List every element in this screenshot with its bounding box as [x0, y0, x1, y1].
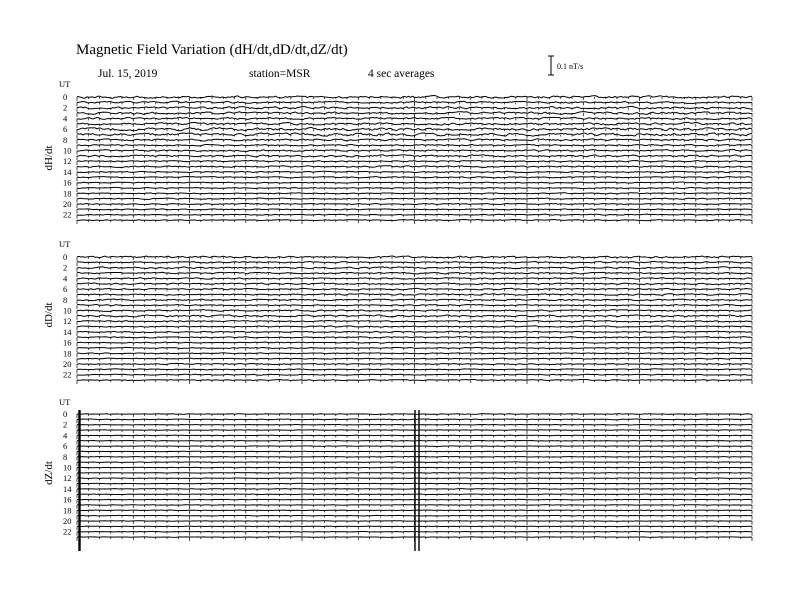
hour-label: 0 [63, 409, 68, 419]
hour-label: 20 [63, 359, 72, 369]
hour-label: 12 [63, 316, 72, 327]
hour-label: 8 [63, 134, 68, 145]
hour-label: 6 [63, 124, 68, 135]
hour-label: 6 [63, 441, 68, 452]
hour-label: 4 [63, 430, 68, 441]
hour-label: 22 [63, 209, 72, 220]
hour-label: 22 [63, 526, 72, 537]
hour-label: 16 [63, 337, 72, 348]
ut-label: UT [59, 397, 71, 407]
hour-label: 20 [63, 199, 72, 209]
ut-label: UT [59, 79, 71, 89]
hour-label: 10 [63, 462, 72, 473]
hour-label: 18 [63, 505, 72, 516]
hour-label: 0 [63, 252, 68, 262]
hour-label: 10 [63, 145, 72, 156]
hour-label: 18 [63, 348, 72, 359]
hour-label: 16 [63, 177, 72, 188]
panel-dH-dt [43, 79, 752, 224]
hour-label: 8 [63, 451, 68, 462]
chart-title: Magnetic Field Variation (dH/dt,dD/dt,dZ/dt) [76, 42, 348, 58]
hour-label: 2 [63, 262, 68, 273]
hour-label: 8 [63, 294, 68, 305]
hour-label: 6 [63, 284, 68, 295]
hour-label: 12 [63, 156, 72, 167]
hour-label: 12 [63, 473, 72, 484]
hour-label: 2 [63, 419, 68, 430]
hour-label: 4 [63, 273, 68, 284]
averaging-label: 4 sec averages [368, 68, 435, 80]
hour-label: 0 [63, 92, 68, 102]
panel-component-label: dZ/dt [43, 461, 55, 485]
hour-label: 10 [63, 305, 72, 316]
scale-bar [548, 56, 583, 75]
hour-label: 20 [63, 516, 72, 526]
hour-label: 14 [63, 326, 72, 337]
hour-label: 14 [63, 166, 72, 177]
hour-label: 18 [63, 188, 72, 199]
panel-component-label: dD/dt [43, 302, 55, 328]
panel-dD-dt [43, 239, 752, 384]
hour-label: 16 [63, 494, 72, 505]
date-label: Jul. 15, 2019 [98, 68, 158, 80]
hour-label: 22 [63, 369, 72, 380]
hour-label: 2 [63, 102, 68, 113]
scale-bar-label: 0.1 nT/s [557, 62, 584, 71]
panels [43, 79, 752, 551]
hour-label: 4 [63, 113, 68, 124]
panel-component-label: dH/dt [43, 145, 55, 171]
hour-label: 14 [63, 483, 72, 494]
ut-label: UT [59, 239, 71, 249]
panel-dZ-dt [43, 397, 752, 541]
station-label: station=MSR [249, 68, 311, 80]
